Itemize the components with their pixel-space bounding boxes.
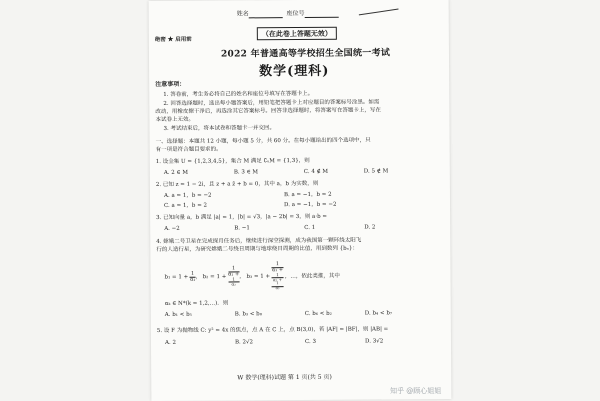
question-2-options-row2	[164, 202, 336, 211]
question-4-condition: αₖ ∈ N*(k = 1,2,…)．则	[164, 300, 229, 307]
question-3-stem: 3. 已知向量 a，b 满足 |a| = 1，|b| = √3，|a − 2b| = 3，则 a·b =	[156, 213, 327, 222]
b1-label: b₁ = 1 +	[164, 274, 189, 281]
name-label: 姓名	[236, 10, 249, 18]
instruction-line: 改动，用橡皮擦干净后，再选涂其它答案标号。回答非选择题时，将答案写在答题卡上，写在	[155, 107, 381, 116]
instruction-line: 3. 考试结束后，将本试卷和答题卡一并交回。	[163, 125, 276, 132]
option-c: C. b₆ < b₂	[304, 310, 332, 317]
option-a: A. −2	[164, 225, 180, 232]
name-field	[237, 10, 339, 19]
watermark: 知乎 @顾心姐姐	[390, 387, 442, 395]
option-b: B. −1	[234, 225, 250, 232]
sequence-formulas: b₁ = 1 + $\frac{1}{\text{α₁}}$ ， b₂ = 1 + 1 α₁ + 1 α₂ ， b₃ = 1 + 1 α₁ + 1 α₂ + 1 α₃ ，…，依此类推，其中	[164, 261, 340, 290]
b3-fraction: 1 α₁ + 1 α₂ + 1 α₃	[271, 261, 284, 290]
question-4-options	[165, 310, 392, 319]
option-d: D. 3√2	[364, 338, 384, 345]
question-1-options	[164, 168, 388, 177]
b2-label: b₂ = 1 +	[202, 274, 227, 281]
option-b: B. 3 ∈ M	[233, 169, 259, 176]
option-b: B. a = −1，b = 2	[283, 191, 332, 199]
question-2-options-row1	[164, 192, 332, 201]
option-a: A. a = 1，b = −2	[163, 192, 212, 199]
sequence-tail: ，…，依此类推，其中	[284, 273, 340, 280]
option-c: C. a = 1，b = 2	[164, 202, 208, 209]
instruction-line: 本试卷上无效。	[155, 116, 194, 124]
answer-notice: （在此卷上答题无效）	[257, 27, 337, 41]
question-4-stem-line: 4. 嫦娥二号卫星在完成探月任务后，继续进行深空探测，成为我国第一颗环绕太阳飞	[156, 237, 362, 246]
seat-label: 座位号	[286, 9, 305, 18]
option-a: A. 2	[164, 339, 176, 346]
instructions-heading: 注意事项：	[155, 80, 186, 89]
section-heading: 一、选择题：本题共 12 小题，每小题 5 分，共 60 分。在每小题给出的四个选项中，只	[155, 137, 371, 146]
subject-title: 数学(理科)	[259, 63, 330, 80]
option-d: D. 2	[364, 224, 376, 231]
option-a: A. b₁ < b₅	[164, 311, 192, 318]
option-b: B. b₃ < b₈	[234, 311, 262, 318]
option-a: A. 2 ∈ M	[163, 169, 189, 176]
b3-label: b₃ = 1 +	[246, 273, 271, 280]
exam-title: 2022 年普通高等学校招生全国统一考试	[220, 48, 391, 60]
option-c: C. 3	[304, 338, 317, 345]
question-5-options	[165, 338, 383, 347]
answer-notice-box	[257, 21, 337, 41]
option-b: B. 2√2	[234, 339, 254, 346]
page-footer: W 数学(理科)试题 第 1 页(共 5 页)	[237, 373, 332, 382]
pen-scribble	[359, 9, 399, 16]
question-2-stem: 2. 已知 z = 1 − 2i，且 z + a z̄ + b = 0，其中 a，b 为实数，则	[155, 180, 319, 189]
question-4-stem-line: 行的人造行星，为研究嫦娥二号绕日周期与地球绕日周期的比值，用到数列 {bₙ}：	[156, 245, 359, 254]
secret-mark: 绝密 ★ 启用前	[154, 36, 192, 44]
question-1-stem: 1. 设全集 U = {1,2,3,4,5}，集合 M 满足 ∁ᵤM = {1,3}，则	[155, 157, 310, 166]
b1-fraction: $\frac{1}{\text{α₁}}$	[189, 270, 196, 283]
instruction-line: 2. 回答选择题时，选出每小题答案后，用铅笔把答题卡上对应题目的答案标号涂黑。如需	[163, 99, 380, 107]
option-d: D. b₄ < b₇	[364, 310, 393, 317]
question-5-stem: 5. 设 F 为抛物线 C: y² = 4x 的焦点，点 A 在 C 上，点 B(3,0)，若 |AF| = |BF|，则 |AB| =	[156, 326, 389, 335]
question-3-options	[164, 224, 375, 233]
section-heading: 有一项是符合题目要求的。	[155, 146, 222, 154]
option-c: C. 4 ∉ M	[303, 168, 329, 175]
b2-fraction: 1 α₁ + 1 α₂	[228, 265, 240, 287]
option-d: D. 5 ∉ M	[363, 168, 389, 175]
option-c: C. 1	[304, 224, 316, 231]
option-d: D. a = −1，b = −2	[284, 201, 337, 209]
exam-paper	[149, 0, 452, 401]
instruction-line: 1. 答卷前，考生务必将自己的姓名和座位号填写在答题卡上。	[163, 90, 314, 98]
